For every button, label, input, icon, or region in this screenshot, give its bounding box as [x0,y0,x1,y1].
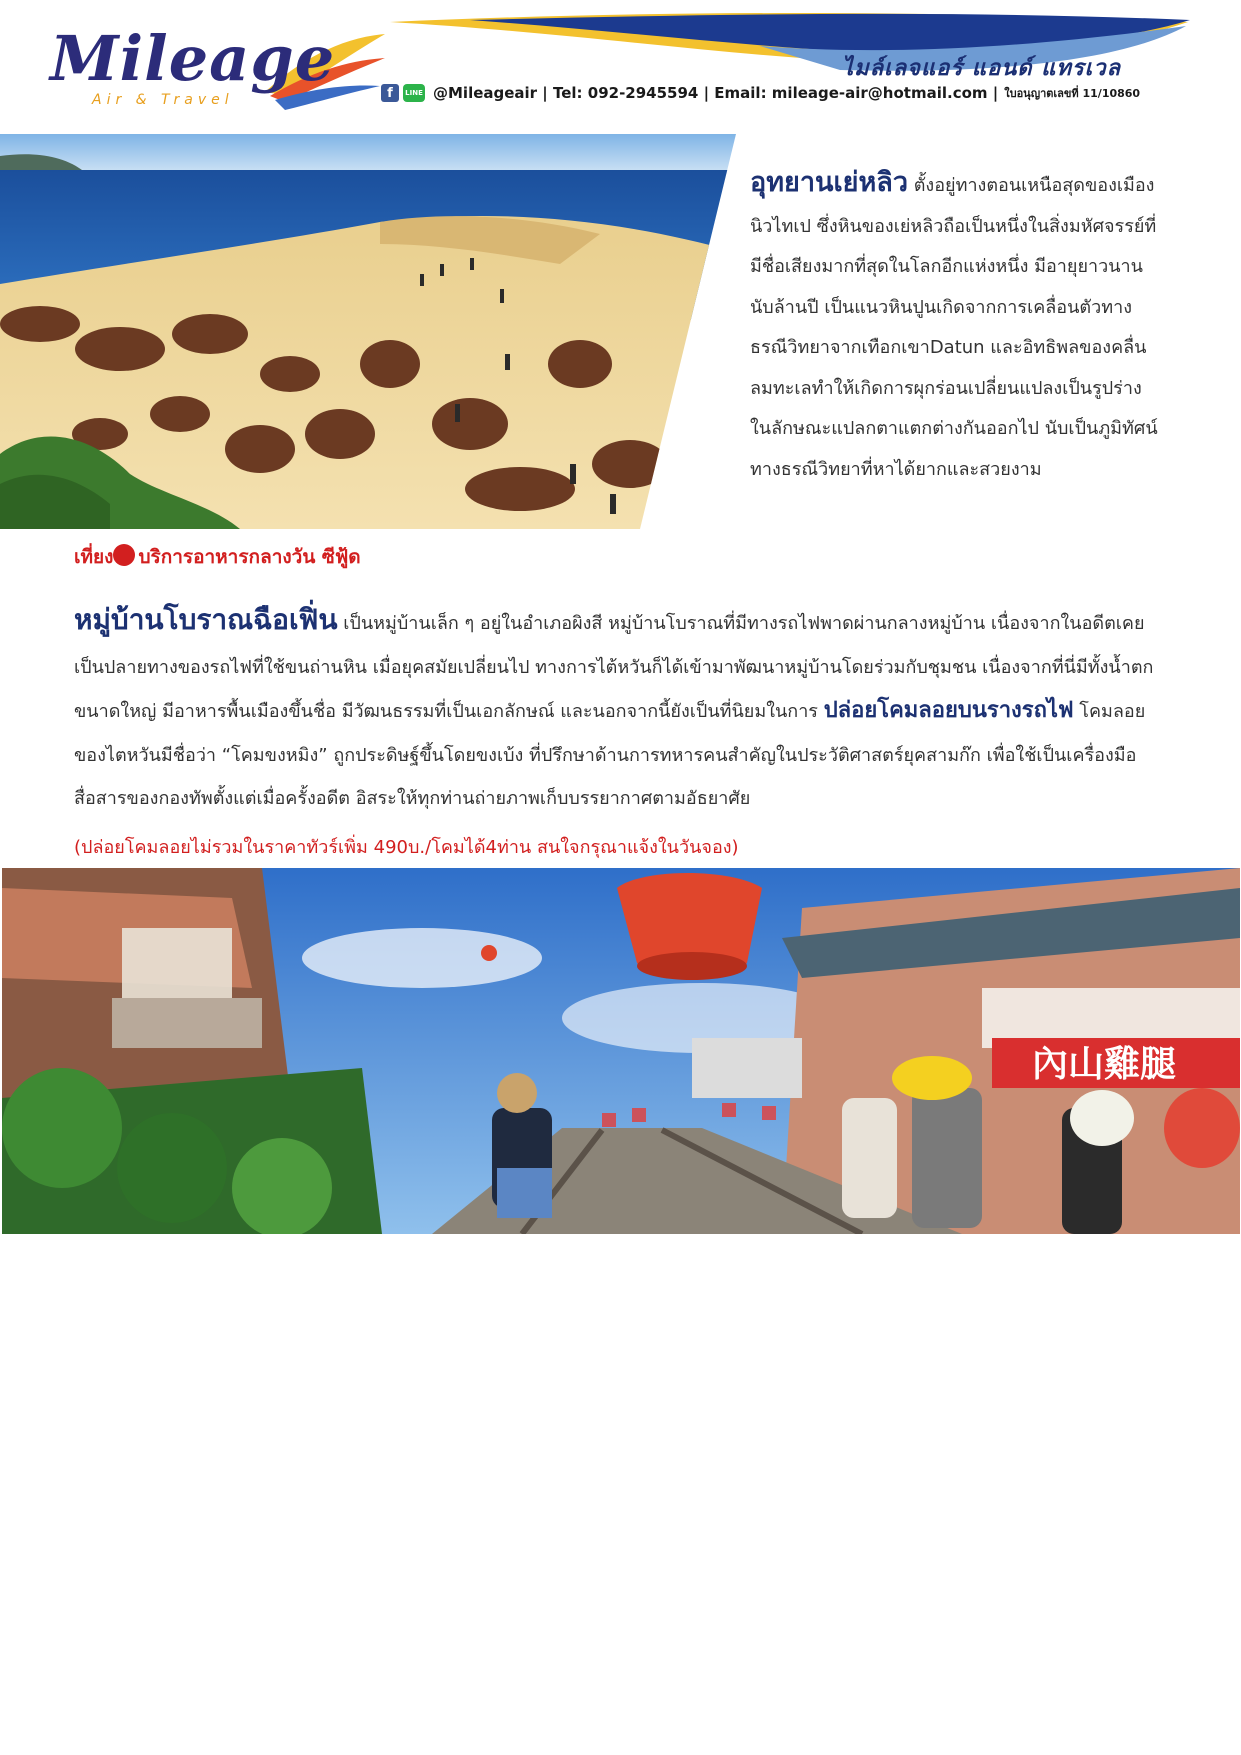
lunch-prefix: เที่ยง [74,546,114,568]
contact-bar [381,84,1140,102]
contact-info: @Mileageair | Tel: 092-2945594 | Email: mileage-air@hotmail.com | [433,84,999,102]
company-name-thai: ไมล์เลจแอร์ แอนด์ แทรเวล [842,56,1122,81]
shifen-body-2: โคมลอยของไตหวันมีชื่อว่า “โคมขงหมิง” ถูกประดิษฐ์ขึ้นโดยขงเบ้ง ที่ปรึกษาด้านการทหารคนสำคัญในประวัติศาสตร์ยุคสามก๊ก เพื่อใช้เป็นเครื่องมือสื่อสารของกองทัพตั้งแต่เมื่อครั้งอดีต อิสระให้ทุกท่านถ่ายภาพเก็บบรรยากาศตามอัธยาศัย [74,701,1146,809]
logo-tagline: Air & Travel [92,92,234,108]
yehliu-description [750,163,1162,490]
facebook-icon: f [381,84,399,102]
page-header [0,0,1241,130]
shifen-title: หมู่บ้านโบราณฉือเฟิ่น [74,603,338,636]
lantern-price-note: (ปล่อยโคมลอยไม่รวมในราคาทัวร์เพิ่ม 490บ./โคมได้4ท่าน สนใจกรุณาแจ้งในวันจอง) [74,837,739,858]
logo-wordmark: Mileage [50,22,336,95]
lunch-text: บริการอาหารกลางวัน ซีฟู้ด [138,546,361,568]
shifen-old-street-photo [2,868,1240,1234]
shop-sign: 內山雞腿 [1032,1043,1177,1085]
yehliu-title: อุทยานเย่หลิว [750,167,909,198]
dining-icon [113,544,135,566]
shifen-description [74,598,1174,821]
yehliu-geopark-photo [0,134,736,529]
license-number: ใบอนุญาตเลขที่ 11/10860 [1004,87,1141,100]
line-icon: LINE [403,84,425,102]
yehliu-body: ตั้งอยู่ทางตอนเหนือสุดของเมืองนิวไทเป ซึ่งหินของเย่หลิวถือเป็นหนึ่งในสิ่งมหัศจรรย์ที่มีชื่อเสียงมากที่สุดในโลกอีกแห่งหนึ่ง มีอายุยาวนานนับล้านปี เป็นแนวหินปูนเกิดจากการเคลื่อนตัวทางธรณีวิทยาจากเทือกเขาDatun และอิทธิพลของคลื่นลมทะเลทำให้เกิดการผุกร่อนเปลี่ยนแปลงเป็นรูปร่างในลักษณะแปลกตาแตกต่างกันออกไป นับเป็นภูมิทัศน์ทางธรณีวิทยาที่หาได้ยากและสวยงาม [750,175,1158,480]
lunch-line [74,542,361,572]
lantern-highlight: ปล่อยโคมลอยบนรางรถไฟ [823,698,1074,723]
shifen-body-1: เป็นหมู่บ้านเล็ก ๆ อยู่ในอำเภอผิงสี หมู่บ้านโบราณที่มีทางรถไฟพาดผ่านกลางหมู่บ้าน เนื่องจากในอดีตเคยเป็นปลายทางของรถไฟที่ใช้ขนถ่านหิน เมื่อยุคสมัยเปลี่ยนไป ทางการไต้หวันก็ได้เข้ามาพัฒนาหมู่บ้านโดยร่วมกับชุมชน เนื่องจากที่นี่มีทั้งน้ำตกขนาดใหญ่ มีอาหารพื้นเมืองขึ้นชื่อ มีวัฒนธรรมที่เป็นเอกลักษณ์ และนอกจากนี้ยังเป็นที่นิยมในการ [74,613,1154,722]
